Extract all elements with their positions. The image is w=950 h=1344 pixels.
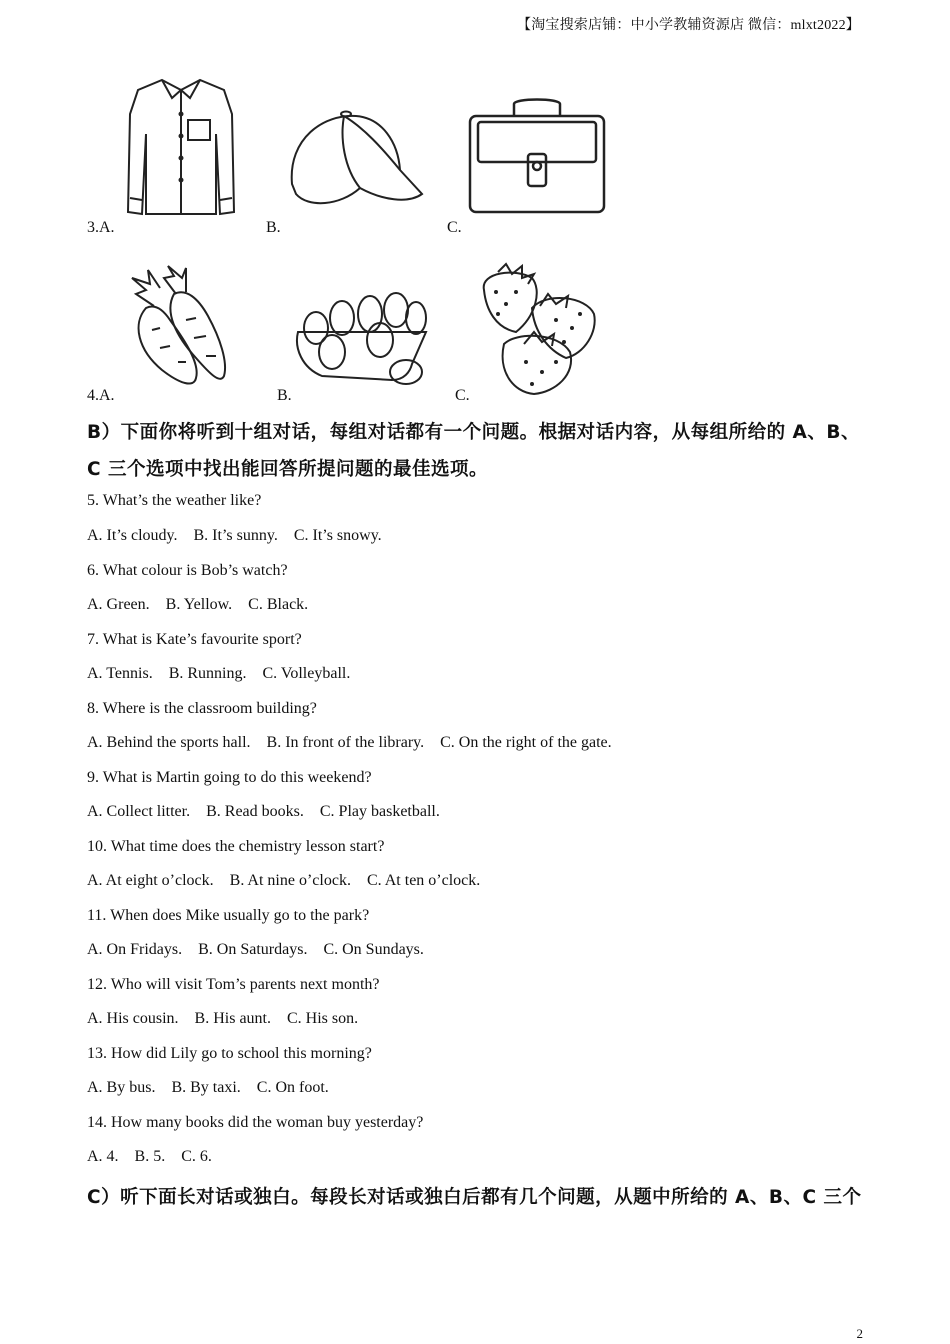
- q3-b-label: B.: [266, 219, 281, 236]
- briefcase-icon: [466, 96, 608, 216]
- q3-label: 3.A.: [87, 219, 115, 236]
- q4-b-label: B.: [277, 387, 292, 404]
- eggs-icon: [292, 288, 432, 388]
- cap-icon: [286, 108, 426, 216]
- question-7: 7. What is Kate’s favourite sport?: [87, 631, 302, 648]
- question-10: 10. What time does the chemistry lesson start?: [87, 838, 385, 855]
- question-9: 9. What is Martin going to do this weekend?: [87, 769, 372, 786]
- question-6: 6. What colour is Bob’s watch?: [87, 562, 288, 579]
- question-11-options: A. On Fridays. B. On Saturdays. C. On Sundays.: [87, 941, 424, 958]
- page-header: 【淘宝搜索店铺：中小学教辅资源店 微信：mlxt2022】: [517, 18, 860, 33]
- question-10-options: A. At eight o’clock. B. At nine o’clock. C. At ten o’clock.: [87, 872, 481, 889]
- question-12-options: A. His cousin. B. His aunt. C. His son.: [87, 1010, 359, 1027]
- question-9-options: A. Collect litter. B. Read books. C. Play basketball.: [87, 803, 440, 820]
- question-6-options: A. Green. B. Yellow. C. Black.: [87, 596, 309, 613]
- question-7-options: A. Tennis. B. Running. C. Volleyball.: [87, 665, 351, 682]
- question-8: 8. Where is the classroom building?: [87, 700, 317, 717]
- q3-c-label: C.: [447, 219, 462, 236]
- shirt-icon: [124, 74, 238, 220]
- section-c-title-line1: C）听下面长对话或独白。每段长对话或独白后都有几个问题，从题中所给的 A、B、C 三个: [87, 1187, 862, 1208]
- page-number: 2: [856, 1326, 863, 1341]
- strawberry-icon: [476, 262, 600, 398]
- section-b-title-line2: C 三个选项中找出能回答所提问题的最佳选项。: [87, 459, 489, 480]
- question-11: 11. When does Mike usually go to the park?: [87, 907, 370, 924]
- question-13-options: A. By bus. B. By taxi. C. On foot.: [87, 1079, 329, 1096]
- question-5-options: A. It’s cloudy. B. It’s sunny. C. It’s snowy.: [87, 527, 382, 544]
- carrot-icon: [124, 264, 250, 392]
- question-8-options: A. Behind the sports hall. B. In front of the library. C. On the right of the gate.: [87, 734, 612, 751]
- question-12: 12. Who will visit Tom’s parents next month?: [87, 976, 380, 993]
- question-13: 13. How did Lily go to school this morning?: [87, 1045, 372, 1062]
- question-5: 5. What’s the weather like?: [87, 492, 262, 509]
- q4-label: 4.A.: [87, 387, 115, 404]
- section-b-title-line1: B）下面你将听到十组对话，每组对话都有一个问题。根据对话内容，从每组所给的 A、B、: [87, 422, 860, 443]
- question-14: 14. How many books did the woman buy yesterday?: [87, 1114, 424, 1131]
- question-14-options: A. 4. B. 5. C. 6.: [87, 1148, 212, 1165]
- q4-c-label: C.: [455, 387, 470, 404]
